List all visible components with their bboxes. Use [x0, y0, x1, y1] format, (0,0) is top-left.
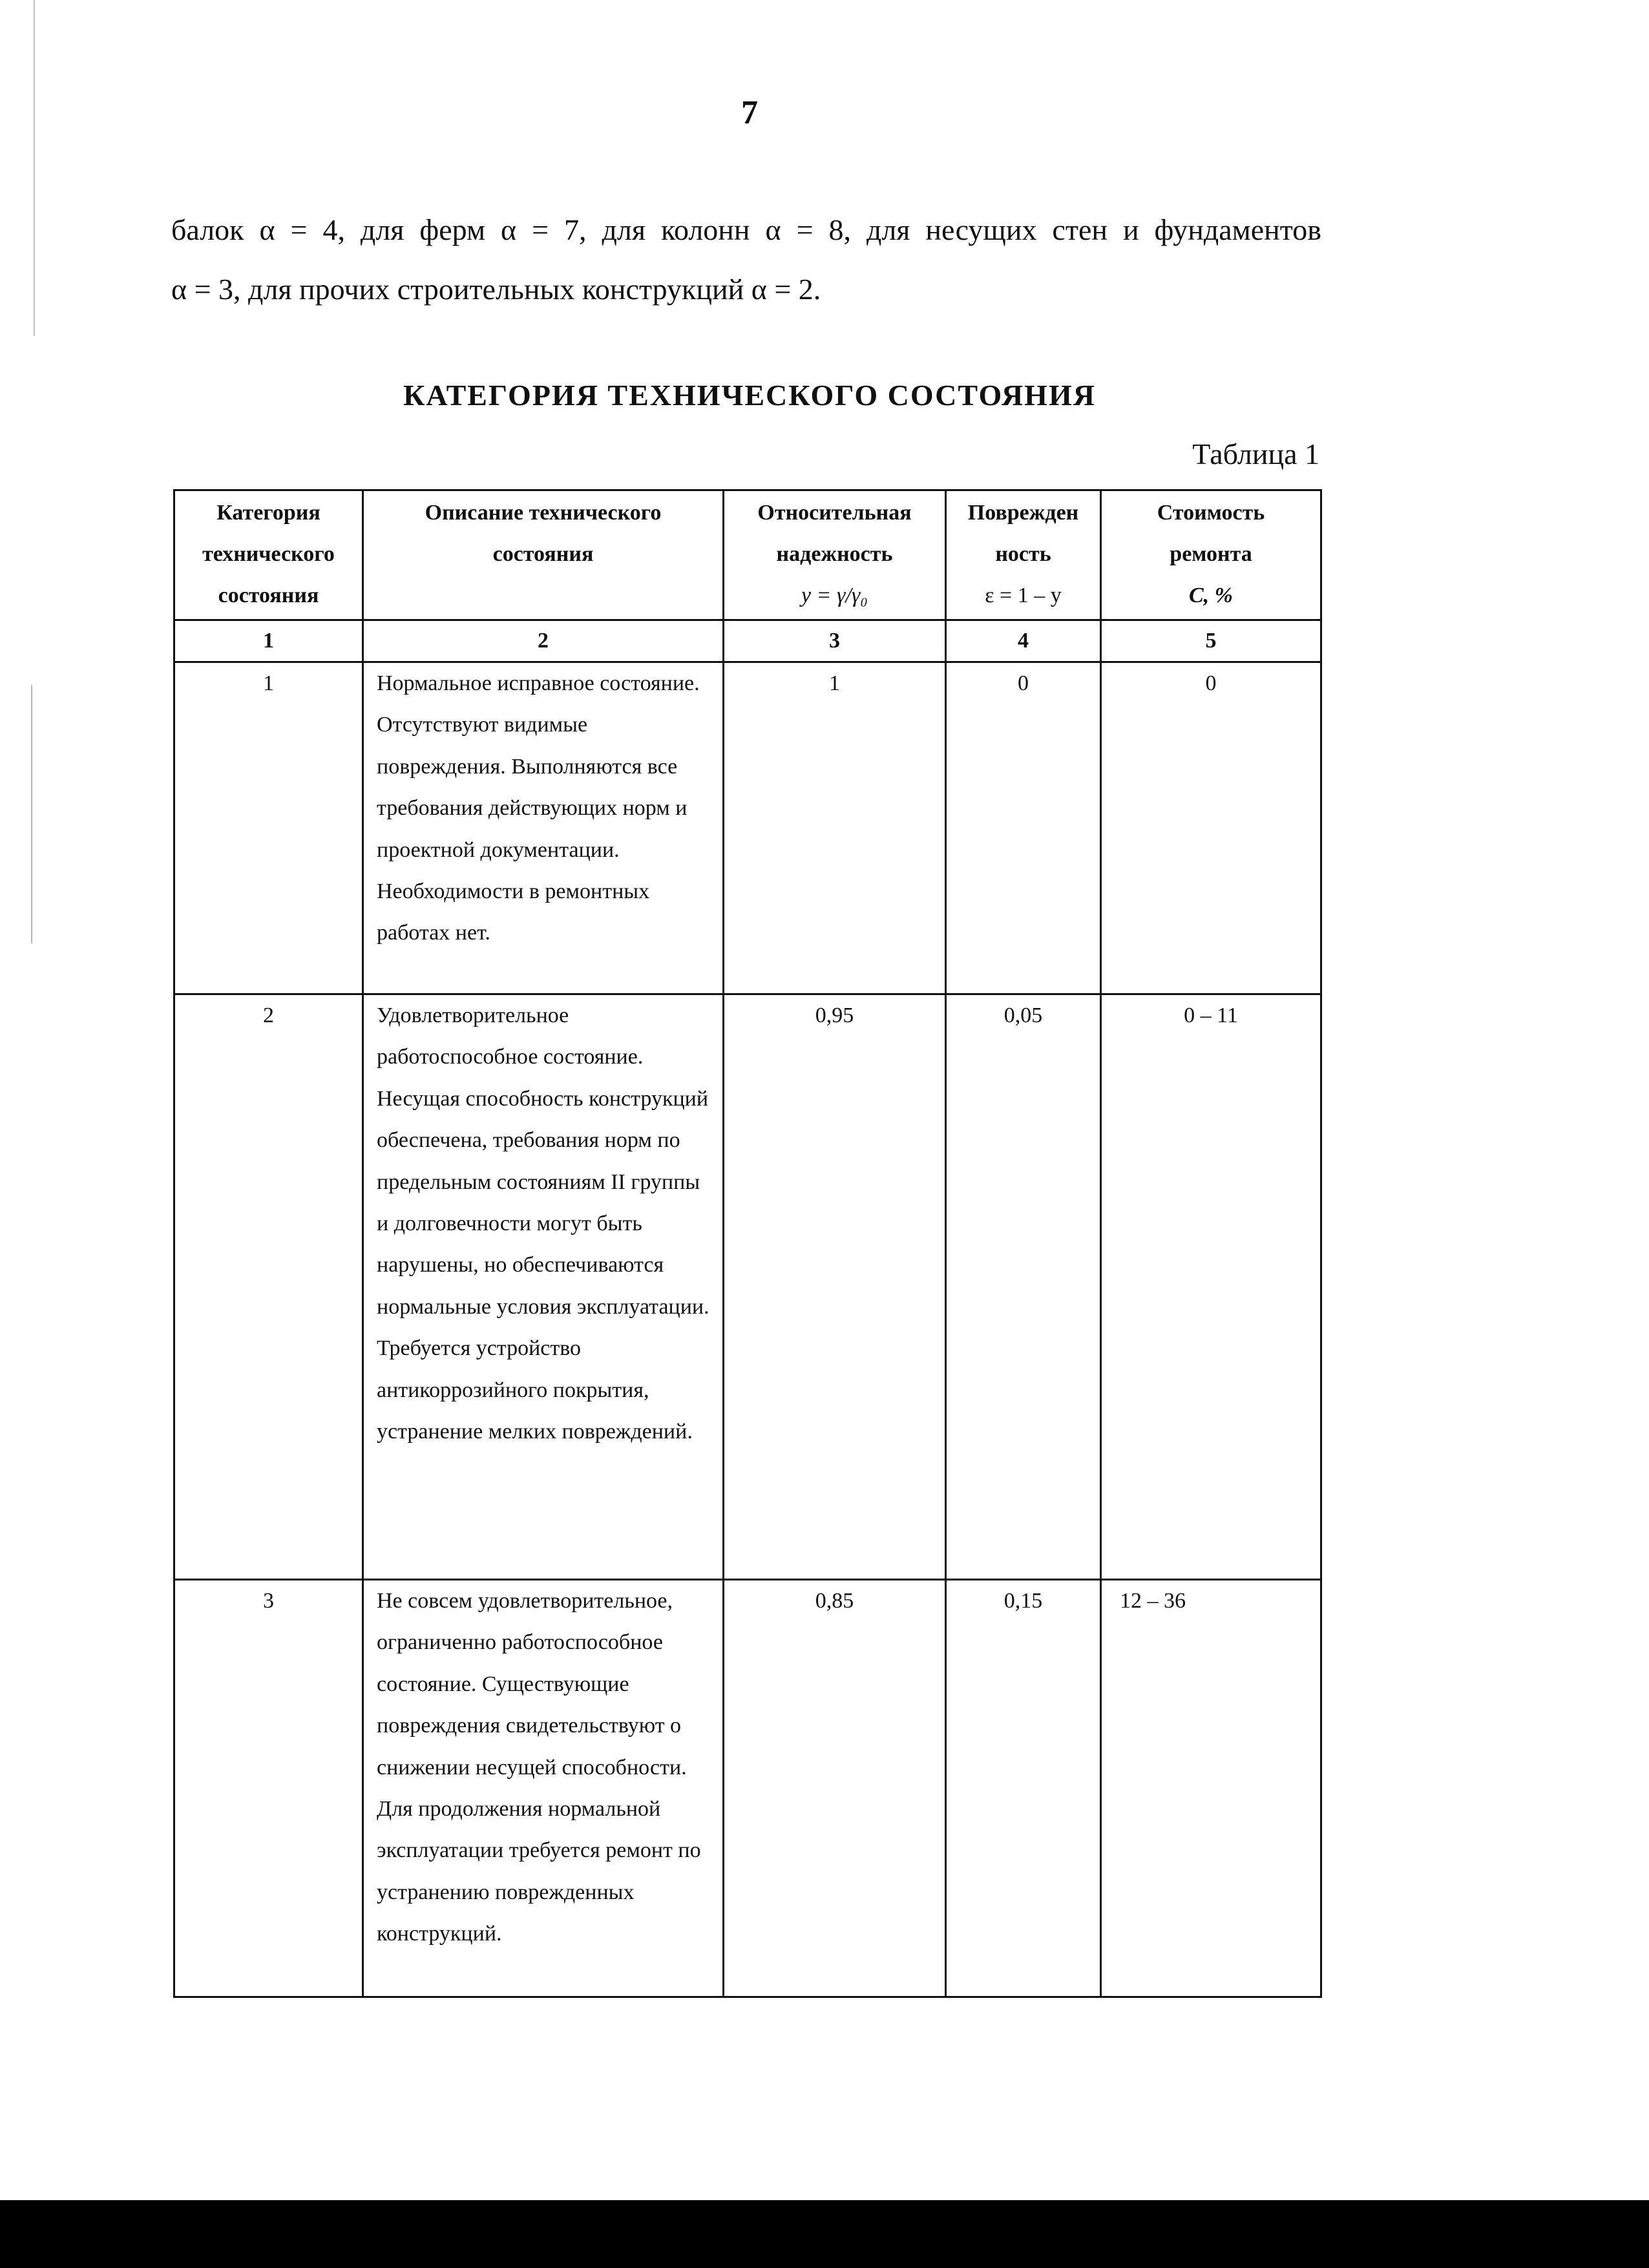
cell-cost: 0 – 11	[1101, 994, 1321, 1580]
cell-damage: 0,05	[946, 994, 1101, 1580]
header-category: Категория технического состояния	[174, 490, 363, 620]
column-number: 2	[363, 620, 724, 662]
header-reliability: Относительная надежность y = γ/γ₀	[724, 490, 946, 620]
cell-cost: 0	[1101, 662, 1321, 994]
table-row	[174, 994, 1321, 1580]
table-caption: Таблица 1	[1192, 437, 1319, 470]
table-header-row	[174, 490, 1321, 620]
scan-edge-mark	[31, 685, 32, 943]
table-row	[174, 662, 1321, 994]
cell-reliability: 0,85	[724, 1580, 946, 1997]
intro-line-2: α = 3, для прочих строительных конструкций α = 2.	[171, 273, 821, 306]
cell-reliability: 0,95	[724, 994, 946, 1580]
cell-description: Не совсем удовлетворительное, ограниченно работоспособное состояние. Существующие повреждения свидетельствуют о снижении несущей способности. Для продолжения нормальной эксплуатации требуется ремонт по устранению поврежденных конструкций.	[363, 1580, 724, 1997]
column-number-row	[174, 620, 1321, 662]
page-number: 7	[741, 94, 758, 131]
cell-damage: 0	[946, 662, 1101, 994]
header-damage: Поврежден ность ε = 1 – y	[946, 490, 1101, 620]
condition-table	[173, 489, 1322, 1998]
column-number: 3	[724, 620, 946, 662]
column-number: 1	[174, 620, 363, 662]
intro-line-1: балок α = 4, для ферм α = 7, для колонн α = 8, для несущих стен и фундаментов	[171, 213, 1321, 246]
cell-damage: 0,15	[946, 1580, 1101, 1997]
header-cost: Стоимость ремонта C, %	[1101, 490, 1321, 620]
scan-bottom-edge	[0, 2200, 1649, 2268]
intro-paragraph	[171, 200, 1321, 319]
table-row	[174, 1580, 1321, 1997]
column-number: 4	[946, 620, 1101, 662]
cell-reliability: 1	[724, 662, 946, 994]
scan-edge-mark	[34, 0, 35, 336]
cell-category: 2	[174, 994, 363, 1580]
cell-category: 3	[174, 1580, 363, 1997]
cell-description: Удовлетворительное работоспособное состояние. Несущая способность конструкций обеспечена, требования норм по предельным состояниям II группы и долговечности могут быть нарушены, но обеспечиваются нормальные условия эксплуатации. Требуется устройство антикоррозийного покрытия, устранение мелких повреждений.	[363, 994, 724, 1580]
column-number: 5	[1101, 620, 1321, 662]
cell-category: 1	[174, 662, 363, 994]
cell-description: Нормальное исправное состояние. Отсутствуют видимые повреждения. Выполняются все требования действующих норм и проектной документации. Необходимости в ремонтных работах нет.	[363, 662, 724, 994]
table-title: КАТЕГОРИЯ ТЕХНИЧЕСКОГО СОСТОЯНИЯ	[403, 379, 1096, 412]
cell-cost: 12 – 36	[1101, 1580, 1321, 1997]
header-description: Описание технического состояния	[363, 490, 724, 620]
